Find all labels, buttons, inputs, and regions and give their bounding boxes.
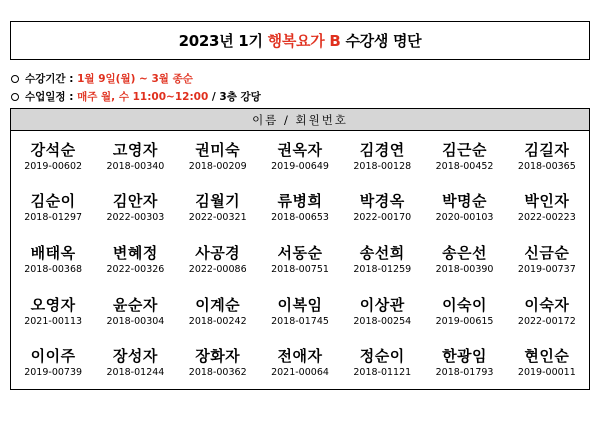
member-cell — [423, 286, 505, 338]
member-number: 2018-01793 — [435, 367, 494, 379]
member-number: 2019-00011 — [517, 367, 576, 379]
member-number: 2018-00242 — [188, 315, 247, 327]
member-cell — [423, 131, 505, 183]
member-cell — [177, 234, 259, 286]
member-cell — [341, 183, 423, 235]
member-cell — [259, 131, 341, 183]
member-number: 2019-00615 — [435, 315, 494, 327]
member-number: 2018-00304 — [106, 315, 165, 327]
member-name: 전애자 — [277, 347, 323, 366]
roster-grid — [11, 131, 589, 389]
title-class-name: 행복요가 B — [267, 32, 341, 50]
member-name: 송은선 — [442, 243, 488, 262]
member-number: 2018-00368 — [24, 263, 83, 275]
member-number: 2018-01745 — [271, 315, 329, 327]
member-name: 이상관 — [359, 295, 405, 314]
member-cell — [506, 183, 588, 235]
member-cell — [506, 131, 588, 183]
course-period-line — [10, 71, 193, 86]
member-cell — [423, 337, 505, 389]
member-name: 김경연 — [359, 140, 405, 159]
member-number: 2018-01297 — [24, 212, 83, 224]
member-name: 이숙자 — [524, 295, 570, 314]
member-name: 김근순 — [442, 140, 488, 159]
member-name: 김안자 — [112, 192, 158, 211]
member-cell — [94, 286, 176, 338]
circle-bullet-icon — [11, 93, 19, 101]
member-cell — [12, 337, 94, 389]
member-name: 이숙이 — [442, 295, 488, 314]
member-cell — [259, 286, 341, 338]
member-cell — [12, 131, 94, 183]
member-number: 2018-01121 — [353, 367, 412, 379]
member-cell — [259, 337, 341, 389]
schedule-value: 매주 월, 수 11:00~12:00 — [77, 91, 209, 103]
member-name: 고영자 — [112, 140, 158, 159]
member-cell — [423, 183, 505, 235]
member-name: 권미숙 — [195, 140, 241, 159]
member-number: 2022-00172 — [517, 315, 576, 327]
member-number: 2019-00739 — [24, 367, 83, 379]
member-name: 현인순 — [524, 347, 570, 366]
member-number: 2018-00452 — [435, 160, 494, 172]
member-name: 신금순 — [524, 243, 570, 262]
member-name: 윤순자 — [112, 295, 158, 314]
period-value: 1월 9일(월) ~ 3월 종순 — [77, 73, 193, 85]
schedule-label: 수업일정 : — [25, 91, 78, 103]
member-number: 2018-00128 — [353, 160, 412, 172]
member-name: 김길자 — [524, 140, 570, 159]
member-number: 2022-00223 — [517, 212, 576, 224]
member-name: 변혜정 — [112, 243, 158, 262]
member-cell — [506, 337, 588, 389]
document-title — [10, 21, 590, 60]
member-name: 권옥자 — [277, 140, 323, 159]
member-name: 사공경 — [195, 243, 241, 262]
member-cell — [94, 337, 176, 389]
circle-bullet-icon — [11, 75, 19, 83]
member-cell — [423, 234, 505, 286]
member-name: 김월기 — [195, 192, 241, 211]
member-name: 오영자 — [30, 295, 76, 314]
member-number: 2022-00086 — [188, 263, 247, 275]
member-number: 2021-00113 — [24, 315, 83, 327]
title-prefix: 2023년 1기 — [178, 32, 263, 50]
title-suffix: 수강생 명단 — [345, 32, 422, 50]
member-cell — [341, 286, 423, 338]
member-name: 배태옥 — [30, 243, 76, 262]
member-cell — [341, 234, 423, 286]
member-name: 김순이 — [30, 192, 76, 211]
member-cell — [506, 286, 588, 338]
member-cell — [177, 131, 259, 183]
member-number: 2018-01244 — [106, 367, 165, 379]
member-name: 정순이 — [359, 347, 405, 366]
roster-table — [10, 108, 590, 390]
member-name: 이복임 — [277, 295, 323, 314]
member-cell — [259, 183, 341, 235]
member-number: 2018-00751 — [271, 263, 329, 275]
class-schedule-line — [10, 89, 261, 104]
member-number: 2018-00653 — [271, 212, 329, 224]
member-number: 2022-00321 — [188, 212, 247, 224]
member-number: 2019-00649 — [271, 160, 329, 172]
member-name: 박인자 — [524, 192, 570, 211]
member-number: 2019-00737 — [517, 263, 576, 275]
member-number: 2022-00303 — [106, 212, 165, 224]
member-name: 류병희 — [277, 192, 323, 211]
member-cell — [341, 337, 423, 389]
member-name: 이계순 — [195, 295, 241, 314]
member-number: 2019-00602 — [24, 160, 83, 172]
member-name: 송선희 — [359, 243, 405, 262]
member-cell — [506, 234, 588, 286]
member-name: 서동순 — [277, 243, 323, 262]
member-cell — [177, 183, 259, 235]
member-number: 2022-00326 — [106, 263, 165, 275]
member-name: 이이주 — [30, 347, 76, 366]
member-name: 장화자 — [195, 347, 241, 366]
member-cell — [12, 286, 94, 338]
period-label: 수강기간 : — [25, 73, 78, 85]
member-name: 박경옥 — [359, 192, 405, 211]
member-name: 박명순 — [442, 192, 488, 211]
member-name: 강석순 — [30, 140, 76, 159]
member-name: 장성자 — [112, 347, 158, 366]
member-number: 2021-00064 — [271, 367, 329, 379]
member-cell — [12, 234, 94, 286]
member-number: 2018-00365 — [517, 160, 576, 172]
member-number: 2018-00254 — [353, 315, 412, 327]
member-number: 2018-00209 — [188, 160, 247, 172]
member-cell — [94, 131, 176, 183]
member-cell — [177, 337, 259, 389]
member-number: 2018-00362 — [188, 367, 247, 379]
member-cell — [177, 286, 259, 338]
schedule-place: / 3층 강당 — [208, 91, 261, 103]
member-cell — [12, 183, 94, 235]
member-number: 2020-00103 — [435, 212, 494, 224]
roster-header: 이름 / 회원번호 — [11, 109, 589, 131]
member-cell — [94, 183, 176, 235]
member-number: 2018-00390 — [435, 263, 494, 275]
member-name: 한광임 — [442, 347, 488, 366]
member-number: 2022-00170 — [353, 212, 412, 224]
member-cell — [94, 234, 176, 286]
member-cell — [259, 234, 341, 286]
member-number: 2018-01259 — [353, 263, 412, 275]
member-number: 2018-00340 — [106, 160, 165, 172]
member-cell — [341, 131, 423, 183]
